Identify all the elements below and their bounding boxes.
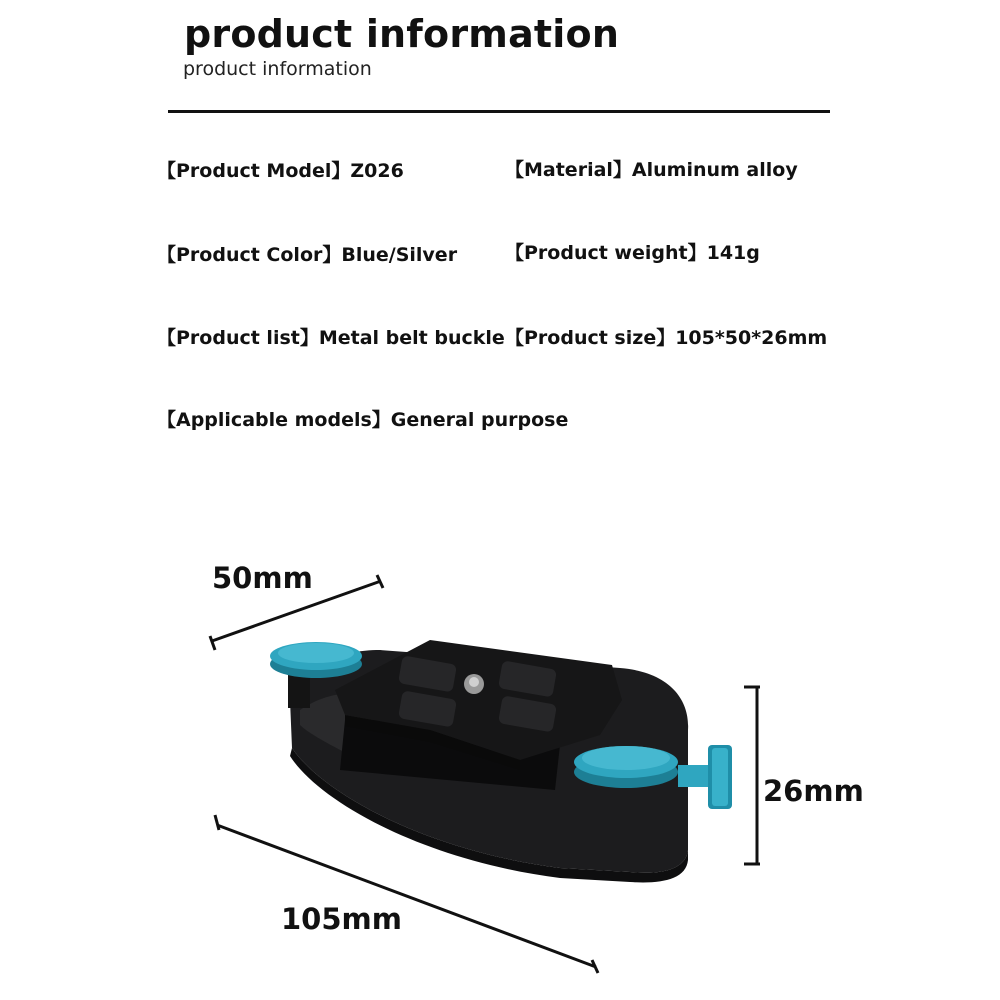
page-subtitle: product information	[183, 58, 372, 80]
dimension-label-height: 26mm	[763, 774, 864, 808]
spec-applicable-models: 【Applicable models】General purpose	[157, 409, 569, 431]
spec-product-list: 【Product list】Metal belt buckle	[157, 327, 505, 349]
spec-product-model: 【Product Model】Z026	[157, 160, 404, 182]
spec-product-weight: 【Product weight】141g	[505, 242, 760, 264]
spec-material: 【Material】Aluminum alloy	[505, 159, 798, 181]
spec-product-color: 【Product Color】Blue/Silver	[157, 244, 458, 266]
spec-product-size: 【Product size】105*50*26mm	[505, 327, 828, 349]
dimension-label-length: 105mm	[281, 902, 402, 936]
dimension-line-height	[744, 687, 760, 864]
right-knob-icon	[574, 746, 678, 788]
dimension-label-width: 50mm	[212, 561, 313, 595]
page-title: product information	[184, 12, 620, 56]
